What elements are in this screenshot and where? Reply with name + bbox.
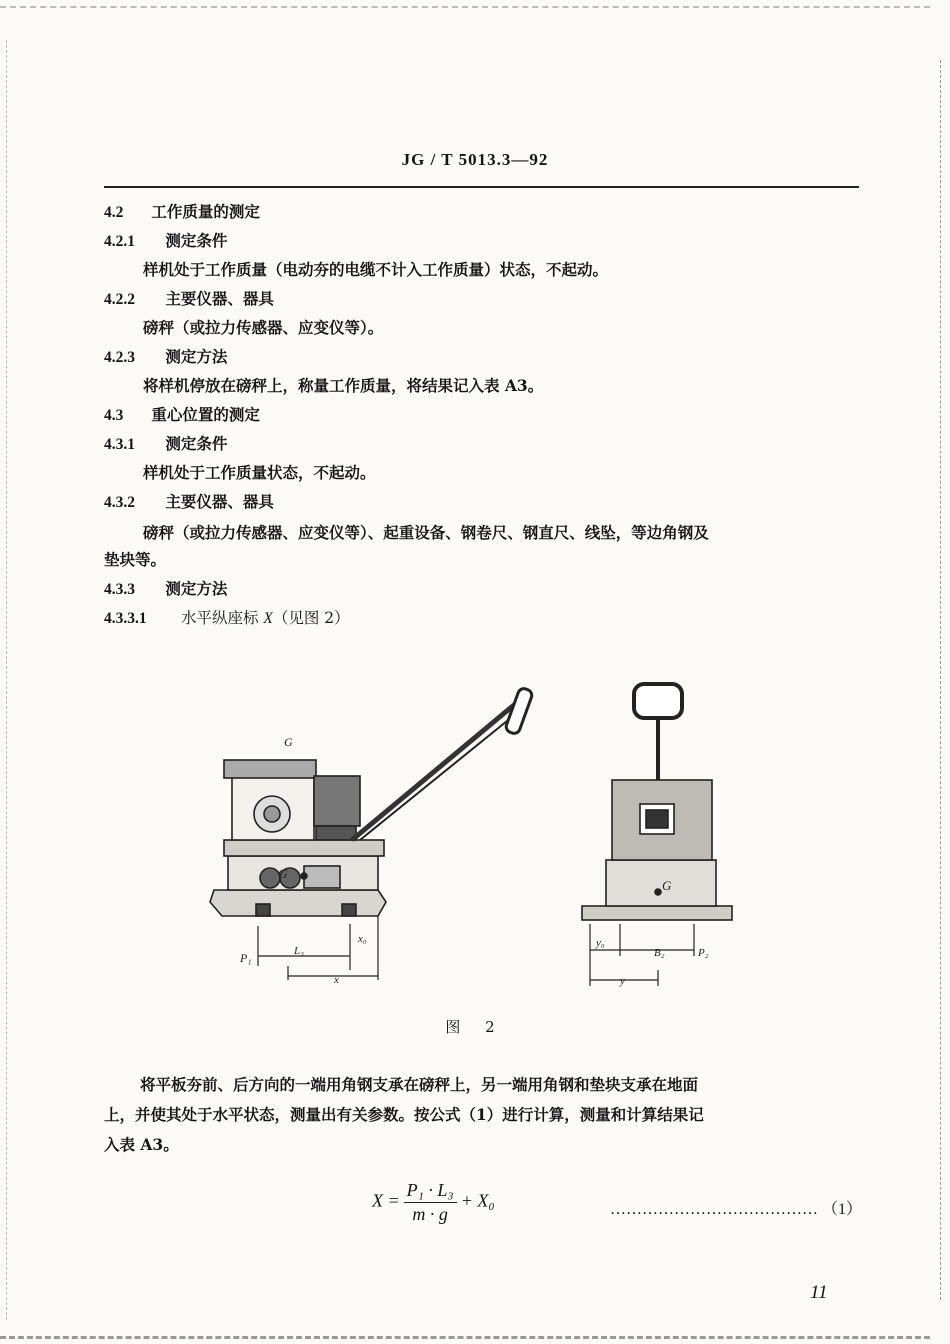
section-4-3-2: 4.3.2 主要仪器、器具: [104, 492, 274, 511]
formula-1: [372, 1180, 495, 1225]
formula-lhs: X =: [372, 1190, 400, 1211]
text-line: 磅秤（或拉力传感器、应变仪等）。: [143, 318, 384, 337]
section-4-2: 4.2 工作质量的测定: [104, 202, 260, 221]
side-view-compactor: [210, 687, 533, 916]
front-dimension-lines: [590, 924, 694, 986]
paragraph-line-2: 上，并使其处于水平状态，测量出有关参数。按公式（1）进行计算，测量和计算结果记: [104, 1105, 704, 1124]
paragraph-line-3: 入表 A3。: [104, 1135, 179, 1154]
label-y: y: [620, 975, 625, 987]
standard-header: JG / T 5013.3—92: [401, 150, 549, 169]
section-4-3-3: 4.3.3 测定方法: [104, 579, 228, 598]
side-dimension-lines: [258, 916, 378, 980]
paragraph-line-1: 将平板夯前、后方向的一端用角钢支承在磅秤上，另一端用角钢和垫块支承在地面: [140, 1075, 699, 1094]
label-g-top: G: [284, 735, 293, 749]
section-4-2-2: 4.2.2 主要仪器、器具: [104, 289, 274, 308]
text-line: 样机处于工作质量（电动夯的电缆不计入工作质量）状态，不起动。: [143, 260, 609, 279]
formula-leader: ………………………………… （1）: [610, 1201, 863, 1218]
formula-rhs: + X₀: [460, 1190, 495, 1211]
text-line: 样机处于工作质量状态，不起动。: [143, 463, 376, 482]
figure-2-drawing: [200, 680, 740, 1000]
header-rule: [104, 186, 859, 188]
formula-fraction: [404, 1180, 457, 1225]
scan-edge-bottom: [0, 1336, 930, 1339]
front-view-compactor: [582, 684, 732, 920]
scan-edge-top: [0, 6, 930, 8]
formula-numerator: P₁ · L₃: [404, 1180, 457, 1203]
label-g-mid: G: [278, 866, 288, 881]
text-line: 磅秤（或拉力传感器、应变仪等）、起重设备、钢卷尺、钢直尺、线坠，等边角钢及: [143, 523, 709, 542]
section-4-3-1: 4.3.1 测定条件: [104, 434, 228, 453]
label-y0: y₀: [596, 937, 605, 949]
text-line: 垫块等。: [104, 550, 167, 569]
label-p2: P₂: [698, 947, 709, 959]
section-4-2-3: 4.2.3 测定方法: [104, 347, 228, 366]
label-p1: P₁: [240, 951, 252, 965]
label-x: x: [334, 974, 339, 986]
label-b2: B₂: [654, 947, 665, 959]
section-4-3-3-1: 4.3.3.1 水平纵座标 X（见图 2）: [104, 609, 350, 627]
section-4-3: 4.3 重心位置的测定: [104, 405, 260, 424]
scan-edge-left: [6, 40, 7, 1320]
page-number: 11: [810, 1282, 828, 1303]
scan-edge-right: [940, 60, 941, 1300]
label-l3: L₃: [294, 945, 304, 957]
label-x0: x₀: [358, 933, 367, 945]
formula-number: （1）: [822, 1201, 863, 1218]
figure-caption: 图 2: [445, 1018, 505, 1036]
label-g-front: G: [662, 878, 672, 893]
formula-denominator: m · g: [412, 1204, 448, 1224]
section-4-2-1: 4.2.1 测定条件: [104, 231, 228, 250]
text-line: 将样机停放在磅秤上，称量工作质量，将结果记入表 A3。: [143, 376, 544, 395]
